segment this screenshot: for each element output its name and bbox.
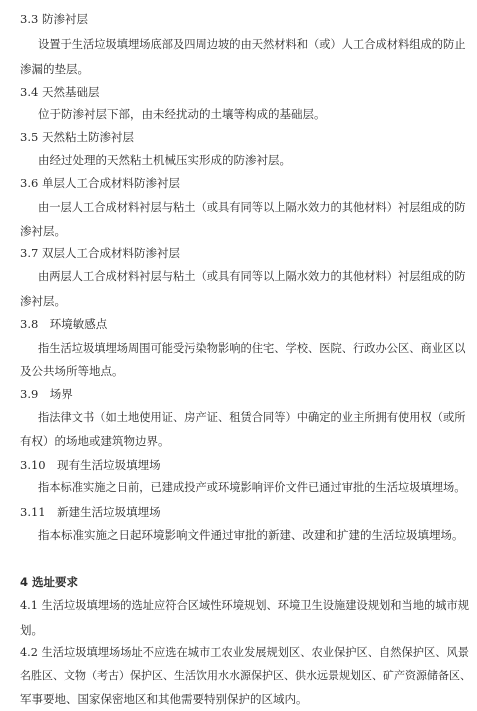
section-heading-3-8: 3.8 环境敏感点 (20, 317, 108, 331)
paragraph-line: 及公共场所等地点。 (20, 364, 124, 378)
paragraph-line: 指本标准实施之日起环境影响文件通过审批的新建、改建和扩建的生活垃圾填埋场。 (38, 528, 464, 542)
paragraph-line: 有权）的场地或建筑物边界。 (20, 434, 170, 448)
paragraph-line: 由两层人工合成材料衬层与粘土（或具有同等以上隔水效力的其他材料）衬层组成的防 (38, 270, 466, 283)
paragraph-line: 渗漏的垫层。 (20, 62, 89, 76)
paragraph-line: 军事要地、国家保密地区和其他需要特别保护的区域内。 (20, 692, 308, 706)
paragraph-line: 渗衬层。 (20, 294, 66, 308)
paragraph-line: 由经过处理的天然粘土机械压实形成的防渗衬层。 (38, 153, 291, 167)
paragraph-line: 设置于生活垃圾填埋场底部及四周边坡的由天然材料和（或）人工合成材料组成的防止 (38, 38, 466, 51)
section-heading-3-6: 3.6 单层人工合成材料防渗衬层 (20, 176, 180, 190)
paragraph-line: 位于防渗衬层下部，由未经扰动的土壤等构成的基础层。 (38, 107, 326, 121)
section-heading-3-9: 3.9 场界 (20, 387, 73, 401)
paragraph-line: 指法律文书（如土地使用证、房产证、租赁合同等）中确定的业主所拥有使用权（或所 (38, 411, 466, 424)
paragraph-line: 渗衬层。 (20, 224, 66, 238)
paragraph-line: 4.2 生活垃圾填埋场场址不应选在城市工农业发展规划区、农业保护区、自然保护区、风景 (20, 646, 469, 659)
section-heading-3-10: 3.10 现有生活垃圾填埋场 (20, 458, 161, 472)
paragraph-line: 指本标准实施之日前，已建成投产或环境影响评价文件已通过审批的生活垃圾填埋场。 (38, 481, 466, 494)
section-heading-3-5: 3.5 天然粘土防渗衬层 (20, 130, 134, 144)
paragraph-line: 由一层人工合成材料衬层与粘土（或具有同等以上隔水效力的其他材料）衬层组成的防 (38, 201, 466, 214)
section-heading-3-3: 3.3 防渗衬层 (20, 12, 88, 26)
paragraph-line: 4.1 生活垃圾填埋场的选址应符合区域性环境规划、环境卫生设施建设规划和当地的城市规 (20, 599, 469, 612)
section-heading-3-4: 3.4 天然基础层 (20, 85, 100, 99)
paragraph-line: 指生活垃圾填埋场周围可能受污染物影响的住宅、学校、医院、行政办公区、商业区以 (38, 342, 466, 355)
chapter-heading-4: 4 选址要求 (20, 575, 79, 589)
section-heading-3-11: 3.11 新建生活垃圾填埋场 (20, 505, 161, 519)
paragraph-line: 名胜区、文物（考古）保护区、生活饮用水水源保护区、供水远景规划区、矿产资源储备区、 (20, 669, 471, 682)
section-heading-3-7: 3.7 双层人工合成材料防渗衬层 (20, 246, 180, 260)
paragraph-line: 划。 (20, 623, 43, 637)
